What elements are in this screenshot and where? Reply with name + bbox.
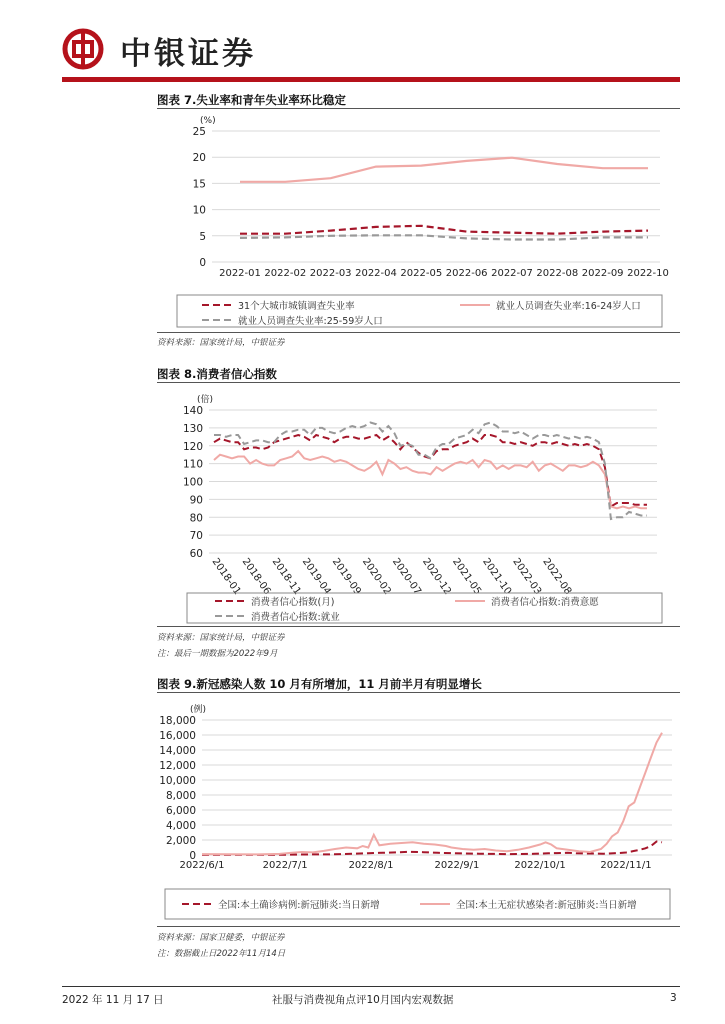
y-unit-label: (倍) bbox=[197, 395, 214, 405]
y-unit-label: (%) bbox=[200, 116, 216, 126]
figure-8-top-rule bbox=[157, 382, 680, 383]
x-tick-label: 2020-12 bbox=[420, 556, 454, 597]
figure-8-bottom-rule bbox=[157, 626, 680, 627]
x-tick-label: 2022/9/1 bbox=[434, 860, 480, 871]
figure-7-bottom-rule bbox=[157, 332, 680, 333]
x-tick-label: 2022-05 bbox=[400, 268, 443, 279]
y-tick-label: 70 bbox=[189, 530, 203, 543]
figure-7-top-rule bbox=[157, 108, 680, 109]
x-tick-label: 2019-09 bbox=[329, 556, 363, 597]
footer-rule bbox=[62, 986, 680, 987]
y-tick-label: 15 bbox=[192, 178, 206, 191]
x-tick-label: 2018-11 bbox=[269, 556, 303, 597]
x-tick-label: 2022/7/1 bbox=[262, 860, 308, 871]
legend-label: 消费者信心指数(月) bbox=[251, 597, 335, 608]
series-line bbox=[240, 158, 648, 182]
figure-8-note: 注：最后一期数据为2022年9月 bbox=[157, 649, 278, 659]
y-tick-label: 110 bbox=[182, 458, 203, 471]
y-tick-label: 140 bbox=[182, 405, 203, 417]
x-tick-label: 2021-05 bbox=[450, 556, 484, 597]
y-tick-label: 4,000 bbox=[165, 820, 196, 832]
y-tick-label: 10,000 bbox=[159, 775, 196, 787]
x-tick-label: 2022-03 bbox=[510, 556, 544, 597]
y-unit-label: (例) bbox=[190, 705, 207, 715]
figure-9-source: 资料来源：国家卫健委，中银证券 bbox=[157, 933, 285, 943]
y-tick-label: 120 bbox=[182, 440, 203, 453]
header-bar bbox=[62, 77, 680, 82]
x-tick-label: 2022-08 bbox=[540, 556, 574, 597]
x-tick-label: 2020-02 bbox=[359, 556, 393, 597]
y-tick-label: 10 bbox=[192, 204, 206, 217]
y-tick-label: 5 bbox=[199, 230, 206, 243]
y-tick-label: 20 bbox=[192, 152, 206, 165]
figure-9-note: 注：数据截止日2022年11月14日 bbox=[157, 949, 286, 959]
x-tick-label: 2022/6/1 bbox=[179, 860, 225, 871]
legend-label: 全国:本土确诊病例:新冠肺炎:当日新增 bbox=[218, 900, 380, 911]
x-tick-label: 2018-01 bbox=[209, 556, 243, 597]
chart-covid-cases bbox=[157, 696, 680, 926]
footer-page-number: 3 bbox=[670, 992, 677, 1004]
y-tick-label: 0 bbox=[199, 257, 206, 269]
x-tick-label: 2022/11/1 bbox=[600, 860, 652, 871]
legend-label: 消费者信心指数:就业 bbox=[251, 612, 340, 623]
y-tick-label: 6,000 bbox=[165, 805, 196, 817]
series-line bbox=[202, 733, 662, 855]
y-tick-label: 60 bbox=[189, 548, 203, 560]
figure-9-bottom-rule bbox=[157, 926, 680, 927]
logo bbox=[62, 28, 104, 70]
figure-7-title: 图表 7.失业率和青年失业率环比稳定 bbox=[157, 93, 346, 107]
figure-9-top-rule bbox=[157, 692, 680, 693]
y-tick-label: 12,000 bbox=[159, 760, 196, 772]
legend-label: 就业人员调查失业率:16-24岁人口 bbox=[496, 301, 641, 312]
y-tick-label: 8,000 bbox=[165, 790, 196, 802]
x-tick-label: 2022-03 bbox=[309, 268, 352, 279]
x-tick-label: 2022-04 bbox=[355, 268, 397, 279]
legend-label: 消费者信心指数:消费意愿 bbox=[491, 597, 599, 608]
x-tick-label: 2022/10/1 bbox=[514, 860, 566, 871]
x-tick-label: 2020-07 bbox=[389, 556, 423, 597]
figure-7-source: 资料来源：国家统计局，中银证券 bbox=[157, 338, 285, 348]
figure-8-source: 资料来源：国家统计局，中银证券 bbox=[157, 633, 285, 643]
x-tick-label: 2022-01 bbox=[219, 268, 261, 279]
x-tick-label: 2022-07 bbox=[491, 268, 533, 279]
boc-logo-icon bbox=[62, 28, 104, 70]
series-line bbox=[240, 226, 648, 234]
logo-text: 中银证券 bbox=[120, 36, 256, 72]
figure-8-title: 图表 8.消费者信心指数 bbox=[157, 367, 277, 381]
y-tick-label: 16,000 bbox=[159, 730, 196, 742]
y-tick-label: 14,000 bbox=[159, 745, 196, 757]
chart-consumer-confidence bbox=[157, 386, 680, 626]
y-tick-label: 0 bbox=[189, 850, 196, 862]
x-tick-label: 2019-04 bbox=[299, 556, 333, 597]
y-tick-label: 25 bbox=[192, 126, 206, 138]
y-tick-label: 2,000 bbox=[165, 835, 196, 847]
x-tick-label: 2022-10 bbox=[627, 268, 669, 279]
legend-label: 31个大城市城镇调查失业率 bbox=[238, 301, 355, 312]
footer-title: 社服与消费视角点评10月国内宏观数据 bbox=[272, 994, 454, 1006]
chart-unemployment bbox=[157, 112, 680, 332]
y-tick-label: 80 bbox=[189, 512, 203, 525]
legend-label: 全国:本土无症状感染者:新冠肺炎:当日新增 bbox=[456, 900, 637, 911]
x-tick-label: 2022-08 bbox=[536, 268, 579, 279]
x-tick-label: 2022-09 bbox=[581, 268, 624, 279]
series-line bbox=[214, 423, 647, 520]
y-tick-label: 18,000 bbox=[159, 715, 196, 727]
footer-date: 2022 年 11 月 17 日 bbox=[62, 994, 164, 1006]
legend-label: 就业人员调查失业率:25-59岁人口 bbox=[238, 316, 383, 327]
x-tick-label: 2022-06 bbox=[445, 268, 488, 279]
y-tick-label: 130 bbox=[182, 422, 203, 435]
figure-9-title: 图表 9.新冠感染人数 10 月有所增加，11 月前半月有明显增长 bbox=[157, 677, 482, 691]
x-tick-label: 2022-02 bbox=[264, 268, 307, 279]
x-tick-label: 2018-06 bbox=[239, 556, 273, 597]
x-tick-label: 2021-10 bbox=[480, 556, 514, 597]
y-tick-label: 90 bbox=[189, 494, 203, 507]
y-tick-label: 100 bbox=[182, 476, 203, 489]
x-tick-label: 2022/8/1 bbox=[348, 860, 394, 871]
